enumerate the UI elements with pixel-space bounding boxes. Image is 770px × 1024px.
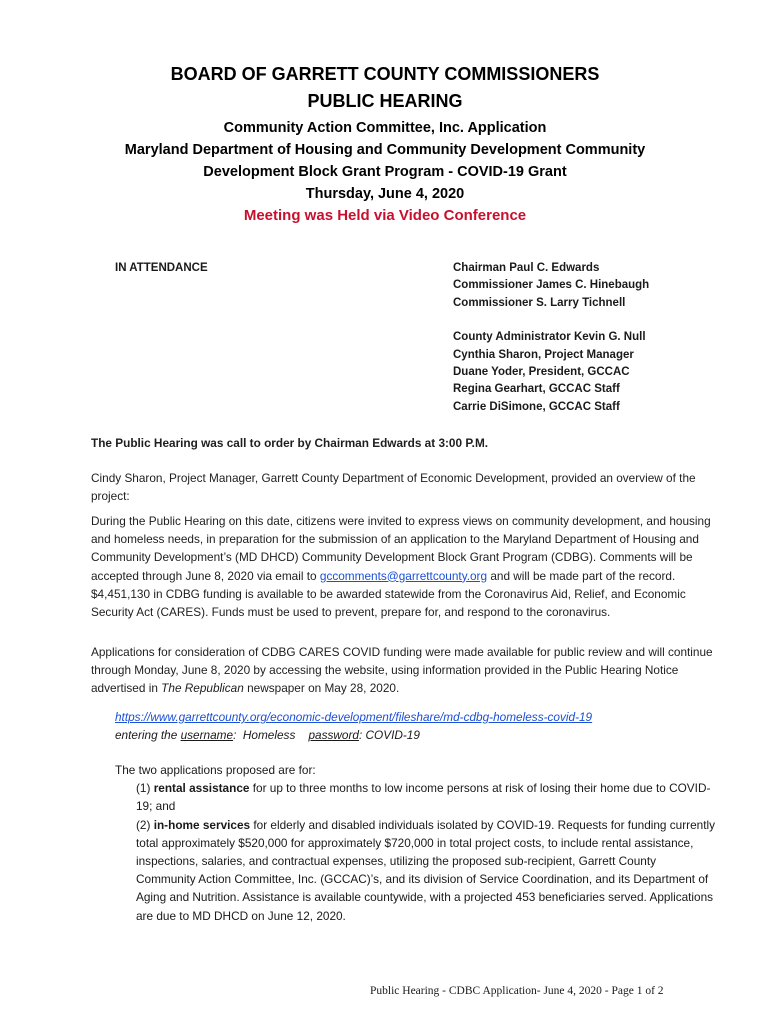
item-number: (1) [136,781,154,796]
meeting-note: Meeting was Held via Video Conference [243,207,527,224]
email-link[interactable]: gccomments@garrettcounty.org [319,568,488,583]
item-text: for up to three months to low income persons at risk of losing their home due to COVID-19; and [136,781,711,814]
item-number: (2) [136,817,154,832]
applications-list [115,761,715,925]
item-text: for elderly and disabled individuals isolated by COVID-19. Requests for funding currently total approximately $520,000 for approximately $720,000 in total project costs, to include rental assistance, inspections, salaries, and contractual expenses, utilizing the proposed sub-recipient, Garrett County Community Action Committee, Inc. (GCCAC)’s, and its division of Service Coordination, and its Department of Aging and Nutrition. Assistance is available countywide, with a projected 453 beneficiaries served. Applications are due to MD DHCD on June 12, 2020. [136,817,716,923]
attendee: Commissioner S. Larry Tichnell [453,296,626,309]
credentials-prefix: entering the [115,728,181,743]
subtitle-program: Development Block Grant Program - COVID-19 Grant [203,164,567,180]
attendee: Carrie DiSimone, GCCAC Staff [453,400,620,413]
attendance-label: IN ATTENDANCE [115,262,208,274]
hearing-text-start: During the Public Hearing on this date, citizens were invited to express views on community development, and housing and homeless needs, in preparation for the submission of an application to the Maryland Department of Housing and Community Development’s (MD DHCD) Community Development Block Grant Program (CDBG). Comments will be accepted through June 8, 2020 via email to [91,514,711,583]
subtitle-department: Maryland Department of Housing and Community Development Community [124,142,646,158]
applications-text-start: Applications for consideration of CDBG CARES COVID funding were made available for public review and will continue through Monday, June 8, 2020 by accessing the website, using information provided in the Public Hearing Notice advertised in [91,645,713,696]
credentials-line [115,726,735,744]
hearing-title: PUBLIC HEARING [307,91,463,111]
item-title: in-home services [153,817,251,832]
attendee: Cynthia Sharon, Project Manager [453,348,634,361]
attendee: Regina Gearhart, GCCAC Staff [453,383,620,396]
application-item-rental [115,779,715,815]
subtitle-applicant: Community Action Committee, Inc. Application [223,120,547,136]
attendance-gap [453,312,649,329]
password-value: : COVID-19 [358,728,420,743]
hearing-paragraph [91,512,721,621]
attendance-list [453,260,649,416]
newspaper-name: The Republican [161,681,244,696]
username-value: : Homeless [233,728,309,743]
fileshare-link[interactable]: https://www.garrettcounty.org/economic-development/fileshare/md-cdbg-homeless-covid-19 [115,710,593,724]
hearing-text-end: and will be made part of the record. $4,451,130 in CDBG funding is available to be awarded statewide from the Coronavirus Aid, Relief, and Economic Security Act (CARES). Funds must be used to prevent, prepare for, and respond to the coronavirus. [91,568,686,620]
applications-text-end: newspaper on May 28, 2020. [243,681,400,696]
call-to-order: The Public Hearing was call to order by Chairman Edwards at 3:00 P.M. [91,436,489,450]
meeting-date: Thursday, June 4, 2020 [305,186,465,202]
item-title: rental assistance [153,781,250,796]
application-item-in-home [115,816,715,925]
attendee: County Administrator Kevin G. Null [453,331,646,344]
applications-paragraph [91,643,721,698]
attendee: Commissioner James C. Hinebaugh [453,279,650,292]
applications-intro: The two applications proposed are for: [115,763,316,777]
access-info [115,708,735,744]
attendee: Chairman Paul C. Edwards [453,262,600,274]
username-label: username [180,728,234,743]
attendee: Duane Yoder, President, GCCAC [453,366,630,379]
page-footer: Public Hearing - CDBC Application- June 4, 2020 - Page 1 of 2 [370,985,664,997]
password-label: password [308,728,359,743]
board-title: BOARD OF GARRETT COUNTY COMMISSIONERS [170,64,600,84]
overview-paragraph: Cindy Sharon, Project Manager, Garrett County Department of Economic Development, provided an overview of the project: [91,471,696,504]
